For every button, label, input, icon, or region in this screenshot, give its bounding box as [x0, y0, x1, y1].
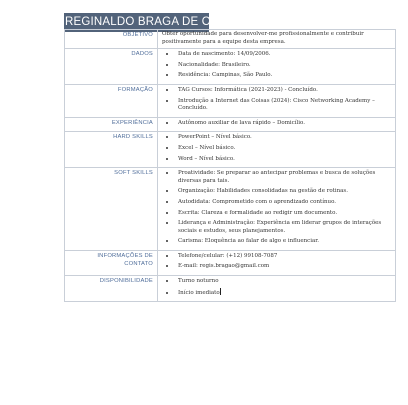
- text-cursor: [220, 288, 221, 295]
- bullet-list: [162, 86, 392, 113]
- section-content[interactable]: [158, 84, 396, 117]
- list-item: • Residência: Campinas, São Paulo.: [176, 71, 392, 80]
- list-item: • Autodidata: Comprometido com o aprendizado contínuo.: [176, 198, 392, 207]
- bullet-list: [162, 169, 392, 246]
- section-label: EXPERIÊNCIA: [65, 117, 158, 132]
- section-label: INFORMAÇÕES DE CONTATO: [65, 250, 158, 275]
- list-item: • PowerPoint – Nível básico.: [176, 133, 392, 142]
- section-experiencia: [65, 117, 396, 132]
- list-item: • Excel – Nível básico.: [176, 144, 392, 153]
- section-content[interactable]: [158, 276, 396, 302]
- section-objetivo: [65, 30, 396, 49]
- bullet-list: [162, 277, 392, 297]
- bullet-list: [162, 119, 392, 128]
- bullet-list: [162, 252, 392, 271]
- section-label: DISPONIBILIDADE: [65, 276, 158, 302]
- list-item: • Carisma: Eloquência ao falar de algo e influenciar.: [176, 237, 392, 246]
- list-item: • Escrita: Clareza e formalidade ao redigir um documento.: [176, 209, 392, 218]
- section-content[interactable]: [158, 49, 396, 85]
- bullet-list: [162, 133, 392, 163]
- section-label: DADOS: [65, 49, 158, 85]
- list-item: • Liderança e Administração: Experiência em liderar grupos de interações sociais e estudos, seus planejamentos.: [176, 219, 392, 235]
- section-label: OBJETIVO: [65, 30, 158, 49]
- section-content[interactable]: [158, 30, 396, 49]
- section-label: HARD SKILLS: [65, 132, 158, 168]
- list-item-last: [176, 288, 392, 298]
- list-item: • Nacionalidade: Brasileiro.: [176, 61, 392, 70]
- list-item: • Proatividade: Se preparar ao antecipar problemas e busca de soluções diversas para tais.: [176, 169, 392, 185]
- resume-name: REGINALDO BRAGA DE OLIVEIRA: [65, 16, 257, 28]
- section-contato: [65, 250, 396, 275]
- section-formacao: [65, 84, 396, 117]
- section-content[interactable]: [158, 250, 396, 275]
- list-item: • TAG Cursos: Informática (2021-2023) - Concluído.: [176, 86, 392, 95]
- objective-text: Obter oportunidade para desenvolver-me profissionalmente e contribuir positivamente para a equipe desta empresa.: [162, 31, 364, 45]
- section-dados: [65, 49, 396, 85]
- section-hard-skills: [65, 132, 396, 168]
- section-content[interactable]: [158, 117, 396, 132]
- list-item: • Telefone/celular: (+12) 99108-7087: [176, 252, 392, 261]
- resume-table: [64, 29, 396, 302]
- list-item: • Word – Nível básico.: [176, 155, 392, 164]
- list-item: • Organização: Habilidades consolidadas na gestão de rotinas.: [176, 187, 392, 196]
- list-item: • Autônomo auxiliar de lava rápido – Domicílio.: [176, 119, 392, 128]
- section-label: SOFT SKILLS: [65, 168, 158, 251]
- section-disponibilidade: [65, 276, 396, 302]
- section-soft-skills: [65, 168, 396, 251]
- list-item-text: Início imediato: [178, 289, 220, 296]
- list-item: • Introdução a Internet das Coisas (2024): Cisco Networking Academy – Concluído.: [176, 97, 392, 113]
- list-item: • Turno noturno: [176, 277, 392, 286]
- section-content[interactable]: [158, 168, 396, 251]
- section-label: FORMAÇÃO: [65, 84, 158, 117]
- list-item: • Data de nascimento: 14/09/2006.: [176, 50, 392, 59]
- list-item: • E-mail: regis.bragao@gmail.com: [176, 262, 392, 271]
- bullet-list: [162, 50, 392, 80]
- section-content[interactable]: [158, 132, 396, 168]
